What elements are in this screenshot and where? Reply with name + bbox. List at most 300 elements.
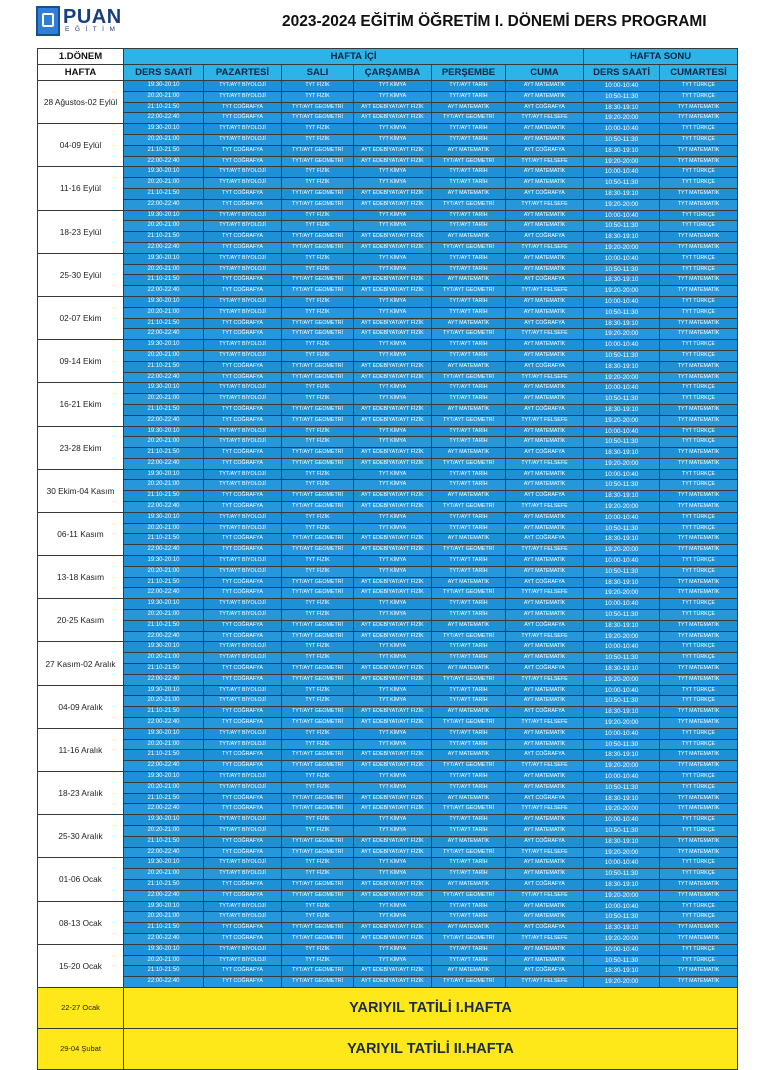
time-cell: 19:20-20:00 <box>584 588 660 599</box>
lesson-cell: TYT MATEMATİK <box>660 275 738 286</box>
time-cell: 19:20-20:00 <box>584 847 660 858</box>
time-cell: 10:50-11:30 <box>584 912 660 923</box>
lesson-cell: TYT MATEMATİK <box>660 664 738 675</box>
lesson-cell: TYT/AYT TARİH <box>432 124 506 135</box>
lesson-cell: AYT MATEMATİK <box>506 469 584 480</box>
table-row <box>38 437 738 448</box>
table-row <box>38 167 738 178</box>
lesson-cell: TYT MATEMATİK <box>660 242 738 253</box>
lesson-cell: TYT/AYT BİYOLOJİ <box>204 955 282 966</box>
lesson-cell: TYT TÜRKÇE <box>660 782 738 793</box>
time-cell: 19:20-20:00 <box>584 329 660 340</box>
lesson-cell: TYT/AYT BİYOLOJİ <box>204 696 282 707</box>
table-row <box>38 286 738 297</box>
time-cell: 22:00-22:40 <box>124 199 204 210</box>
table-row <box>38 296 738 307</box>
table-row <box>38 933 738 944</box>
lesson-cell: AYT MATEMATİK <box>506 815 584 826</box>
table-row <box>38 480 738 491</box>
table-row <box>38 426 738 437</box>
lesson-cell: AYT EDEBİYAT/AYT FİZİK <box>354 145 432 156</box>
time-cell: 18:30-19:10 <box>584 923 660 934</box>
time-cell: 20:20-21:00 <box>124 178 204 189</box>
table-row <box>38 124 738 135</box>
lesson-cell: AYT MATEMATİK <box>432 879 506 890</box>
lesson-cell: AYT MATEMATİK <box>432 620 506 631</box>
lesson-cell: TYT/AYT GEOMETRİ <box>282 534 354 545</box>
lesson-cell: AYT MATEMATİK <box>432 188 506 199</box>
lesson-cell: TYT TÜRKÇE <box>660 124 738 135</box>
lesson-cell: AYT MATEMATİK <box>432 102 506 113</box>
time-cell: 18:30-19:10 <box>584 793 660 804</box>
time-cell: 18:30-19:10 <box>584 318 660 329</box>
lesson-cell: TYT/AYT TARİH <box>432 610 506 621</box>
table-row <box>38 372 738 383</box>
hafta-ici-header: HAFTA İÇİ <box>124 49 584 65</box>
table-row <box>38 923 738 934</box>
table-row <box>38 210 738 221</box>
lesson-cell: TYT/AYT GEOMETRİ <box>282 275 354 286</box>
table-row <box>38 383 738 394</box>
lesson-cell: AYT MATEMATİK <box>506 610 584 621</box>
time-cell: 10:00-10:40 <box>584 944 660 955</box>
lesson-cell: TYT FİZİK <box>282 307 354 318</box>
lesson-cell: TYT/AYT GEOMETRİ <box>282 415 354 426</box>
lesson-cell: TYT COĞRAFYA <box>204 793 282 804</box>
table-row <box>38 102 738 113</box>
lesson-cell: TYT TÜRKÇE <box>660 653 738 664</box>
lesson-cell: TYT/AYT GEOMETRİ <box>432 890 506 901</box>
lesson-cell: TYT MATEMATİK <box>660 102 738 113</box>
time-cell: 21:10-21:50 <box>124 966 204 977</box>
lesson-cell: TYT/AYT GEOMETRİ <box>282 232 354 243</box>
lesson-cell: TYT/AYT GEOMETRİ <box>282 145 354 156</box>
lesson-cell: TYT/AYT BİYOLOJİ <box>204 858 282 869</box>
lesson-cell: TYT FİZİK <box>282 469 354 480</box>
lesson-cell: TYT/AYT FELSEFE <box>506 372 584 383</box>
lesson-cell: AYT EDEBİYAT/AYT FİZİK <box>354 707 432 718</box>
lesson-cell: TYT KİMYA <box>354 782 432 793</box>
lesson-cell: AYT MATEMATİK <box>506 523 584 534</box>
lesson-cell: TYT KİMYA <box>354 912 432 923</box>
time-cell: 18:30-19:10 <box>584 836 660 847</box>
lesson-cell: AYT COĞRAFYA <box>506 620 584 631</box>
lesson-cell: TYT/AYT GEOMETRİ <box>282 188 354 199</box>
time-cell: 18:30-19:10 <box>584 879 660 890</box>
lesson-cell: TYT MATEMATİK <box>660 156 738 167</box>
lesson-cell: TYT KİMYA <box>354 437 432 448</box>
lesson-cell: AYT MATEMATİK <box>506 296 584 307</box>
lesson-cell: TYT COĞRAFYA <box>204 577 282 588</box>
lesson-cell: TYT/AYT BİYOLOJİ <box>204 394 282 405</box>
lesson-cell: TYT TÜRKÇE <box>660 858 738 869</box>
table-row <box>38 253 738 264</box>
lesson-cell: AYT MATEMATİK <box>506 944 584 955</box>
lesson-cell: AYT EDEBİYAT/AYT FİZİK <box>354 793 432 804</box>
lesson-cell: AYT EDEBİYAT/AYT FİZİK <box>354 890 432 901</box>
table-row <box>38 113 738 124</box>
lesson-cell: AYT EDEBİYAT/AYT FİZİK <box>354 188 432 199</box>
lesson-cell: TYT TÜRKÇE <box>660 437 738 448</box>
table-row <box>38 458 738 469</box>
lesson-cell: TYT/AYT FELSEFE <box>506 674 584 685</box>
lesson-cell: TYT FİZİK <box>282 178 354 189</box>
holiday-banner: YARIYIL TATİLİ II.HAFTA <box>124 1028 738 1069</box>
lesson-cell: AYT MATEMATİK <box>506 642 584 653</box>
time-cell: 10:50-11:30 <box>584 610 660 621</box>
puan-logo <box>36 6 128 36</box>
lesson-cell: TYT TÜRKÇE <box>660 685 738 696</box>
lesson-cell: TYT FİZİK <box>282 523 354 534</box>
lesson-cell: AYT MATEMATİK <box>506 210 584 221</box>
time-cell: 22:00-22:40 <box>124 502 204 513</box>
lesson-cell: TYT MATEMATİK <box>660 329 738 340</box>
lesson-cell: AYT MATEMATİK <box>432 664 506 675</box>
lesson-cell: TYT COĞRAFYA <box>204 232 282 243</box>
lesson-cell: TYT KİMYA <box>354 221 432 232</box>
table-row <box>38 718 738 729</box>
lesson-cell: AYT MATEMATİK <box>506 307 584 318</box>
lesson-cell: TYT/AYT GEOMETRİ <box>282 502 354 513</box>
time-cell: 19:30-20:10 <box>124 253 204 264</box>
time-cell: 10:50-11:30 <box>584 350 660 361</box>
lesson-cell: TYT COĞRAFYA <box>204 534 282 545</box>
lesson-cell: TYT COĞRAFYA <box>204 977 282 988</box>
lesson-cell: TYT MATEMATİK <box>660 966 738 977</box>
week-label: 27 Kasım-02 Aralık <box>38 642 124 685</box>
table-row <box>38 232 738 243</box>
lesson-cell: TYT KİMYA <box>354 556 432 567</box>
lesson-cell: TYT TÜRKÇE <box>660 599 738 610</box>
time-cell: 21:10-21:50 <box>124 793 204 804</box>
column-header: CUMA <box>506 65 584 81</box>
lesson-cell: TYT FİZİK <box>282 772 354 783</box>
lesson-cell: AYT MATEMATİK <box>506 739 584 750</box>
lesson-cell: TYT FİZİK <box>282 340 354 351</box>
lesson-cell: AYT COĞRAFYA <box>506 534 584 545</box>
hafta-sonu-header: HAFTA SONU <box>584 49 738 65</box>
lesson-cell: TYT/AYT TARİH <box>432 523 506 534</box>
table-row <box>38 599 738 610</box>
lesson-cell: TYT KİMYA <box>354 772 432 783</box>
lesson-cell: TYT TÜRKÇE <box>660 772 738 783</box>
lesson-cell: TYT/AYT GEOMETRİ <box>282 793 354 804</box>
lesson-cell: TYT/AYT GEOMETRİ <box>432 847 506 858</box>
week-label: 13-18 Kasım <box>38 556 124 599</box>
lesson-cell: TYT FİZİK <box>282 210 354 221</box>
time-cell: 20:20-21:00 <box>124 221 204 232</box>
lesson-cell: TYT FİZİK <box>282 394 354 405</box>
table-row <box>38 696 738 707</box>
lesson-cell: TYT/AYT GEOMETRİ <box>282 199 354 210</box>
lesson-cell: TYT/AYT BİYOLOJİ <box>204 944 282 955</box>
time-cell: 21:10-21:50 <box>124 448 204 459</box>
lesson-cell: TYT KİMYA <box>354 512 432 523</box>
time-cell: 10:50-11:30 <box>584 307 660 318</box>
lesson-cell: TYT TÜRKÇE <box>660 825 738 836</box>
lesson-cell: TYT KİMYA <box>354 728 432 739</box>
lesson-cell: TYT TÜRKÇE <box>660 912 738 923</box>
lesson-cell: TYT KİMYA <box>354 178 432 189</box>
lesson-cell: TYT TÜRKÇE <box>660 512 738 523</box>
lesson-cell: TYT MATEMATİK <box>660 415 738 426</box>
lesson-cell: AYT EDEBİYAT/AYT FİZİK <box>354 674 432 685</box>
time-cell: 20:20-21:00 <box>124 394 204 405</box>
lesson-cell: TYT/AYT GEOMETRİ <box>282 707 354 718</box>
lesson-cell: TYT KİMYA <box>354 869 432 880</box>
time-cell: 19:20-20:00 <box>584 372 660 383</box>
lesson-cell: TYT/AYT TARİH <box>432 91 506 102</box>
time-cell: 20:20-21:00 <box>124 912 204 923</box>
lesson-cell: TYT/AYT BİYOLOJİ <box>204 523 282 534</box>
table-row <box>38 674 738 685</box>
column-header: PERŞEMBE <box>432 65 506 81</box>
lesson-cell: TYT/AYT TARİH <box>432 426 506 437</box>
lesson-cell: AYT MATEMATİK <box>506 437 584 448</box>
lesson-cell: AYT MATEMATİK <box>506 178 584 189</box>
lesson-cell: TYT/AYT GEOMETRİ <box>282 588 354 599</box>
hafta-header: HAFTA <box>38 65 124 81</box>
lesson-cell: TYT TÜRKÇE <box>660 696 738 707</box>
table-row <box>38 664 738 675</box>
table-row <box>38 264 738 275</box>
lesson-cell: TYT MATEMATİK <box>660 933 738 944</box>
lesson-cell: TYT MATEMATİK <box>660 188 738 199</box>
lesson-cell: AYT MATEMATİK <box>432 361 506 372</box>
lesson-cell: AYT EDEBİYAT/AYT FİZİK <box>354 534 432 545</box>
time-cell: 20:20-21:00 <box>124 955 204 966</box>
time-cell: 22:00-22:40 <box>124 718 204 729</box>
lesson-cell: AYT EDEBİYAT/AYT FİZİK <box>354 933 432 944</box>
lesson-cell: AYT EDEBİYAT/AYT FİZİK <box>354 923 432 934</box>
lesson-cell: TYT COĞRAFYA <box>204 718 282 729</box>
lesson-cell: TYT MATEMATİK <box>660 588 738 599</box>
lesson-cell: AYT MATEMATİK <box>432 534 506 545</box>
lesson-cell: TYT MATEMATİK <box>660 620 738 631</box>
lesson-cell: TYT/AYT GEOMETRİ <box>432 242 506 253</box>
time-cell: 10:00-10:40 <box>584 210 660 221</box>
lesson-cell: TYT/AYT GEOMETRİ <box>282 718 354 729</box>
time-cell: 19:30-20:10 <box>124 210 204 221</box>
time-cell: 22:00-22:40 <box>124 977 204 988</box>
lesson-cell: TYT KİMYA <box>354 815 432 826</box>
lesson-cell: AYT MATEMATİK <box>506 512 584 523</box>
lesson-cell: TYT/AYT FELSEFE <box>506 502 584 513</box>
table-row <box>38 620 738 631</box>
lesson-cell: TYT TÜRKÇE <box>660 480 738 491</box>
lesson-cell: AYT MATEMATİK <box>432 577 506 588</box>
time-cell: 19:30-20:10 <box>124 858 204 869</box>
lesson-cell: TYT/AYT TARİH <box>432 178 506 189</box>
time-cell: 22:00-22:40 <box>124 933 204 944</box>
lesson-cell: TYT/AYT GEOMETRİ <box>432 502 506 513</box>
time-cell: 21:10-21:50 <box>124 750 204 761</box>
time-cell: 22:00-22:40 <box>124 329 204 340</box>
lesson-cell: TYT/AYT TARİH <box>432 296 506 307</box>
column-header: PAZARTESİ <box>204 65 282 81</box>
lesson-cell: AYT EDEBİYAT/AYT FİZİK <box>354 415 432 426</box>
logo-text: PUAN <box>63 6 122 28</box>
lesson-cell: TYT TÜRKÇE <box>660 815 738 826</box>
lesson-cell: TYT MATEMATİK <box>660 847 738 858</box>
lesson-cell: TYT KİMYA <box>354 210 432 221</box>
lesson-cell: TYT/AYT FELSEFE <box>506 156 584 167</box>
lesson-cell: AYT EDEBİYAT/AYT FİZİK <box>354 718 432 729</box>
lesson-cell: AYT EDEBİYAT/AYT FİZİK <box>354 761 432 772</box>
lesson-cell: TYT/AYT BİYOLOJİ <box>204 566 282 577</box>
table-row <box>38 340 738 351</box>
lesson-cell: TYT TÜRKÇE <box>660 91 738 102</box>
lesson-cell: TYT MATEMATİK <box>660 448 738 459</box>
lesson-cell: TYT/AYT GEOMETRİ <box>282 372 354 383</box>
time-cell: 19:20-20:00 <box>584 761 660 772</box>
lesson-cell: TYT/AYT GEOMETRİ <box>432 199 506 210</box>
table-row <box>38 750 738 761</box>
lesson-cell: TYT/AYT BİYOLOJİ <box>204 912 282 923</box>
time-cell: 19:30-20:10 <box>124 383 204 394</box>
lesson-cell: AYT MATEMATİK <box>506 955 584 966</box>
lesson-cell: TYT FİZİK <box>282 264 354 275</box>
lesson-cell: TYT TÜRKÇE <box>660 394 738 405</box>
lesson-cell: TYT/AYT GEOMETRİ <box>282 458 354 469</box>
lesson-cell: AYT MATEMATİK <box>506 340 584 351</box>
table-row <box>38 793 738 804</box>
time-cell: 10:00-10:40 <box>584 167 660 178</box>
table-row <box>38 415 738 426</box>
lesson-cell: TYT/AYT TARİH <box>432 782 506 793</box>
lesson-cell: TYT/AYT TARİH <box>432 134 506 145</box>
lesson-cell: TYT TÜRKÇE <box>660 739 738 750</box>
lesson-cell: TYT KİMYA <box>354 858 432 869</box>
table-row <box>38 653 738 664</box>
lesson-cell: TYT FİZİK <box>282 221 354 232</box>
lesson-cell: TYT MATEMATİK <box>660 718 738 729</box>
lesson-cell: TYT/AYT TARİH <box>432 340 506 351</box>
lesson-cell: TYT TÜRKÇE <box>660 210 738 221</box>
table-row <box>38 739 738 750</box>
lesson-cell: TYT/AYT BİYOLOJİ <box>204 296 282 307</box>
lesson-cell: AYT MATEMATİK <box>432 836 506 847</box>
lesson-cell: TYT/AYT GEOMETRİ <box>282 664 354 675</box>
time-cell: 22:00-22:40 <box>124 286 204 297</box>
lesson-cell: TYT MATEMATİK <box>660 577 738 588</box>
time-cell: 10:00-10:40 <box>584 772 660 783</box>
time-cell: 10:50-11:30 <box>584 480 660 491</box>
time-cell: 21:10-21:50 <box>124 275 204 286</box>
lesson-cell: TYT TÜRKÇE <box>660 167 738 178</box>
lesson-cell: TYT KİMYA <box>354 350 432 361</box>
lesson-cell: TYT/AYT GEOMETRİ <box>282 404 354 415</box>
time-cell: 21:10-21:50 <box>124 879 204 890</box>
lesson-cell: TYT COĞRAFYA <box>204 707 282 718</box>
lesson-cell: TYT KİMYA <box>354 739 432 750</box>
lesson-cell: TYT FİZİK <box>282 512 354 523</box>
lesson-cell: TYT/AYT BİYOLOJİ <box>204 782 282 793</box>
holiday-week-label: 29-04 Şubat <box>38 1028 124 1069</box>
lesson-cell: TYT MATEMATİK <box>660 879 738 890</box>
time-cell: 19:20-20:00 <box>584 113 660 124</box>
lesson-cell: TYT/AYT TARİH <box>432 210 506 221</box>
lesson-cell: TYT/AYT GEOMETRİ <box>282 448 354 459</box>
week-label: 01-06 Ocak <box>38 858 124 901</box>
table-row <box>38 847 738 858</box>
lesson-cell: AYT MATEMATİK <box>432 707 506 718</box>
lesson-cell: TYT/AYT GEOMETRİ <box>282 577 354 588</box>
lesson-cell: TYT COĞRAFYA <box>204 620 282 631</box>
lesson-cell: TYT COĞRAFYA <box>204 674 282 685</box>
time-cell: 19:30-20:10 <box>124 296 204 307</box>
table-row <box>38 782 738 793</box>
lesson-cell: TYT/AYT BİYOLOJİ <box>204 91 282 102</box>
time-cell: 10:00-10:40 <box>584 124 660 135</box>
lesson-cell: TYT/AYT BİYOLOJİ <box>204 901 282 912</box>
lesson-cell: AYT COĞRAFYA <box>506 361 584 372</box>
column-header: SALI <box>282 65 354 81</box>
lesson-cell: AYT MATEMATİK <box>432 145 506 156</box>
lesson-cell: TYT COĞRAFYA <box>204 458 282 469</box>
lesson-cell: TYT/AYT TARİH <box>432 912 506 923</box>
time-cell: 20:20-21:00 <box>124 264 204 275</box>
lesson-cell: TYT/AYT GEOMETRİ <box>282 102 354 113</box>
table-row <box>38 361 738 372</box>
lesson-cell: AYT MATEMATİK <box>506 167 584 178</box>
time-cell: 10:50-11:30 <box>584 264 660 275</box>
lesson-cell: TYT/AYT TARİH <box>432 772 506 783</box>
lesson-cell: TYT/AYT TARİH <box>432 653 506 664</box>
lesson-cell: TYT/AYT TARİH <box>432 167 506 178</box>
time-cell: 18:30-19:10 <box>584 491 660 502</box>
table-row <box>38 275 738 286</box>
lesson-cell: TYT FİZİK <box>282 350 354 361</box>
time-cell: 18:30-19:10 <box>584 620 660 631</box>
week-label: 06-11 Kasım <box>38 512 124 555</box>
lesson-cell: TYT FİZİK <box>282 653 354 664</box>
table-row <box>38 394 738 405</box>
table-row <box>38 836 738 847</box>
lesson-cell: AYT EDEBİYAT/AYT FİZİK <box>354 804 432 815</box>
lesson-cell: TYT/AYT BİYOLOJİ <box>204 264 282 275</box>
lesson-cell: TYT TÜRKÇE <box>660 296 738 307</box>
time-cell: 20:20-21:00 <box>124 350 204 361</box>
lesson-cell: TYT FİZİK <box>282 782 354 793</box>
lesson-cell: AYT MATEMATİK <box>432 491 506 502</box>
time-cell: 10:50-11:30 <box>584 955 660 966</box>
lesson-cell: TYT TÜRKÇE <box>660 610 738 621</box>
week-label: 30 Ekim-04 Kasım <box>38 469 124 512</box>
time-cell: 10:50-11:30 <box>584 178 660 189</box>
lesson-cell: AYT EDEBİYAT/AYT FİZİK <box>354 448 432 459</box>
lesson-cell: TYT COĞRAFYA <box>204 545 282 556</box>
table-row <box>38 815 738 826</box>
lesson-cell: AYT EDEBİYAT/AYT FİZİK <box>354 847 432 858</box>
lesson-cell: AYT EDEBİYAT/AYT FİZİK <box>354 156 432 167</box>
lesson-cell: TYT TÜRKÇE <box>660 955 738 966</box>
lesson-cell: TYT COĞRAFYA <box>204 923 282 934</box>
time-cell: 22:00-22:40 <box>124 415 204 426</box>
time-cell: 10:00-10:40 <box>584 901 660 912</box>
table-row <box>38 404 738 415</box>
time-cell: 19:30-20:10 <box>124 81 204 92</box>
time-cell: 21:10-21:50 <box>124 361 204 372</box>
lesson-cell: TYT COĞRAFYA <box>204 491 282 502</box>
column-header: DERS SAATİ <box>584 65 660 81</box>
lesson-cell: AYT MATEMATİK <box>506 81 584 92</box>
lesson-cell: AYT COĞRAFYA <box>506 232 584 243</box>
lesson-cell: AYT MATEMATİK <box>432 750 506 761</box>
time-cell: 18:30-19:10 <box>584 707 660 718</box>
time-cell: 21:10-21:50 <box>124 188 204 199</box>
lesson-cell: AYT EDEBİYAT/AYT FİZİK <box>354 242 432 253</box>
